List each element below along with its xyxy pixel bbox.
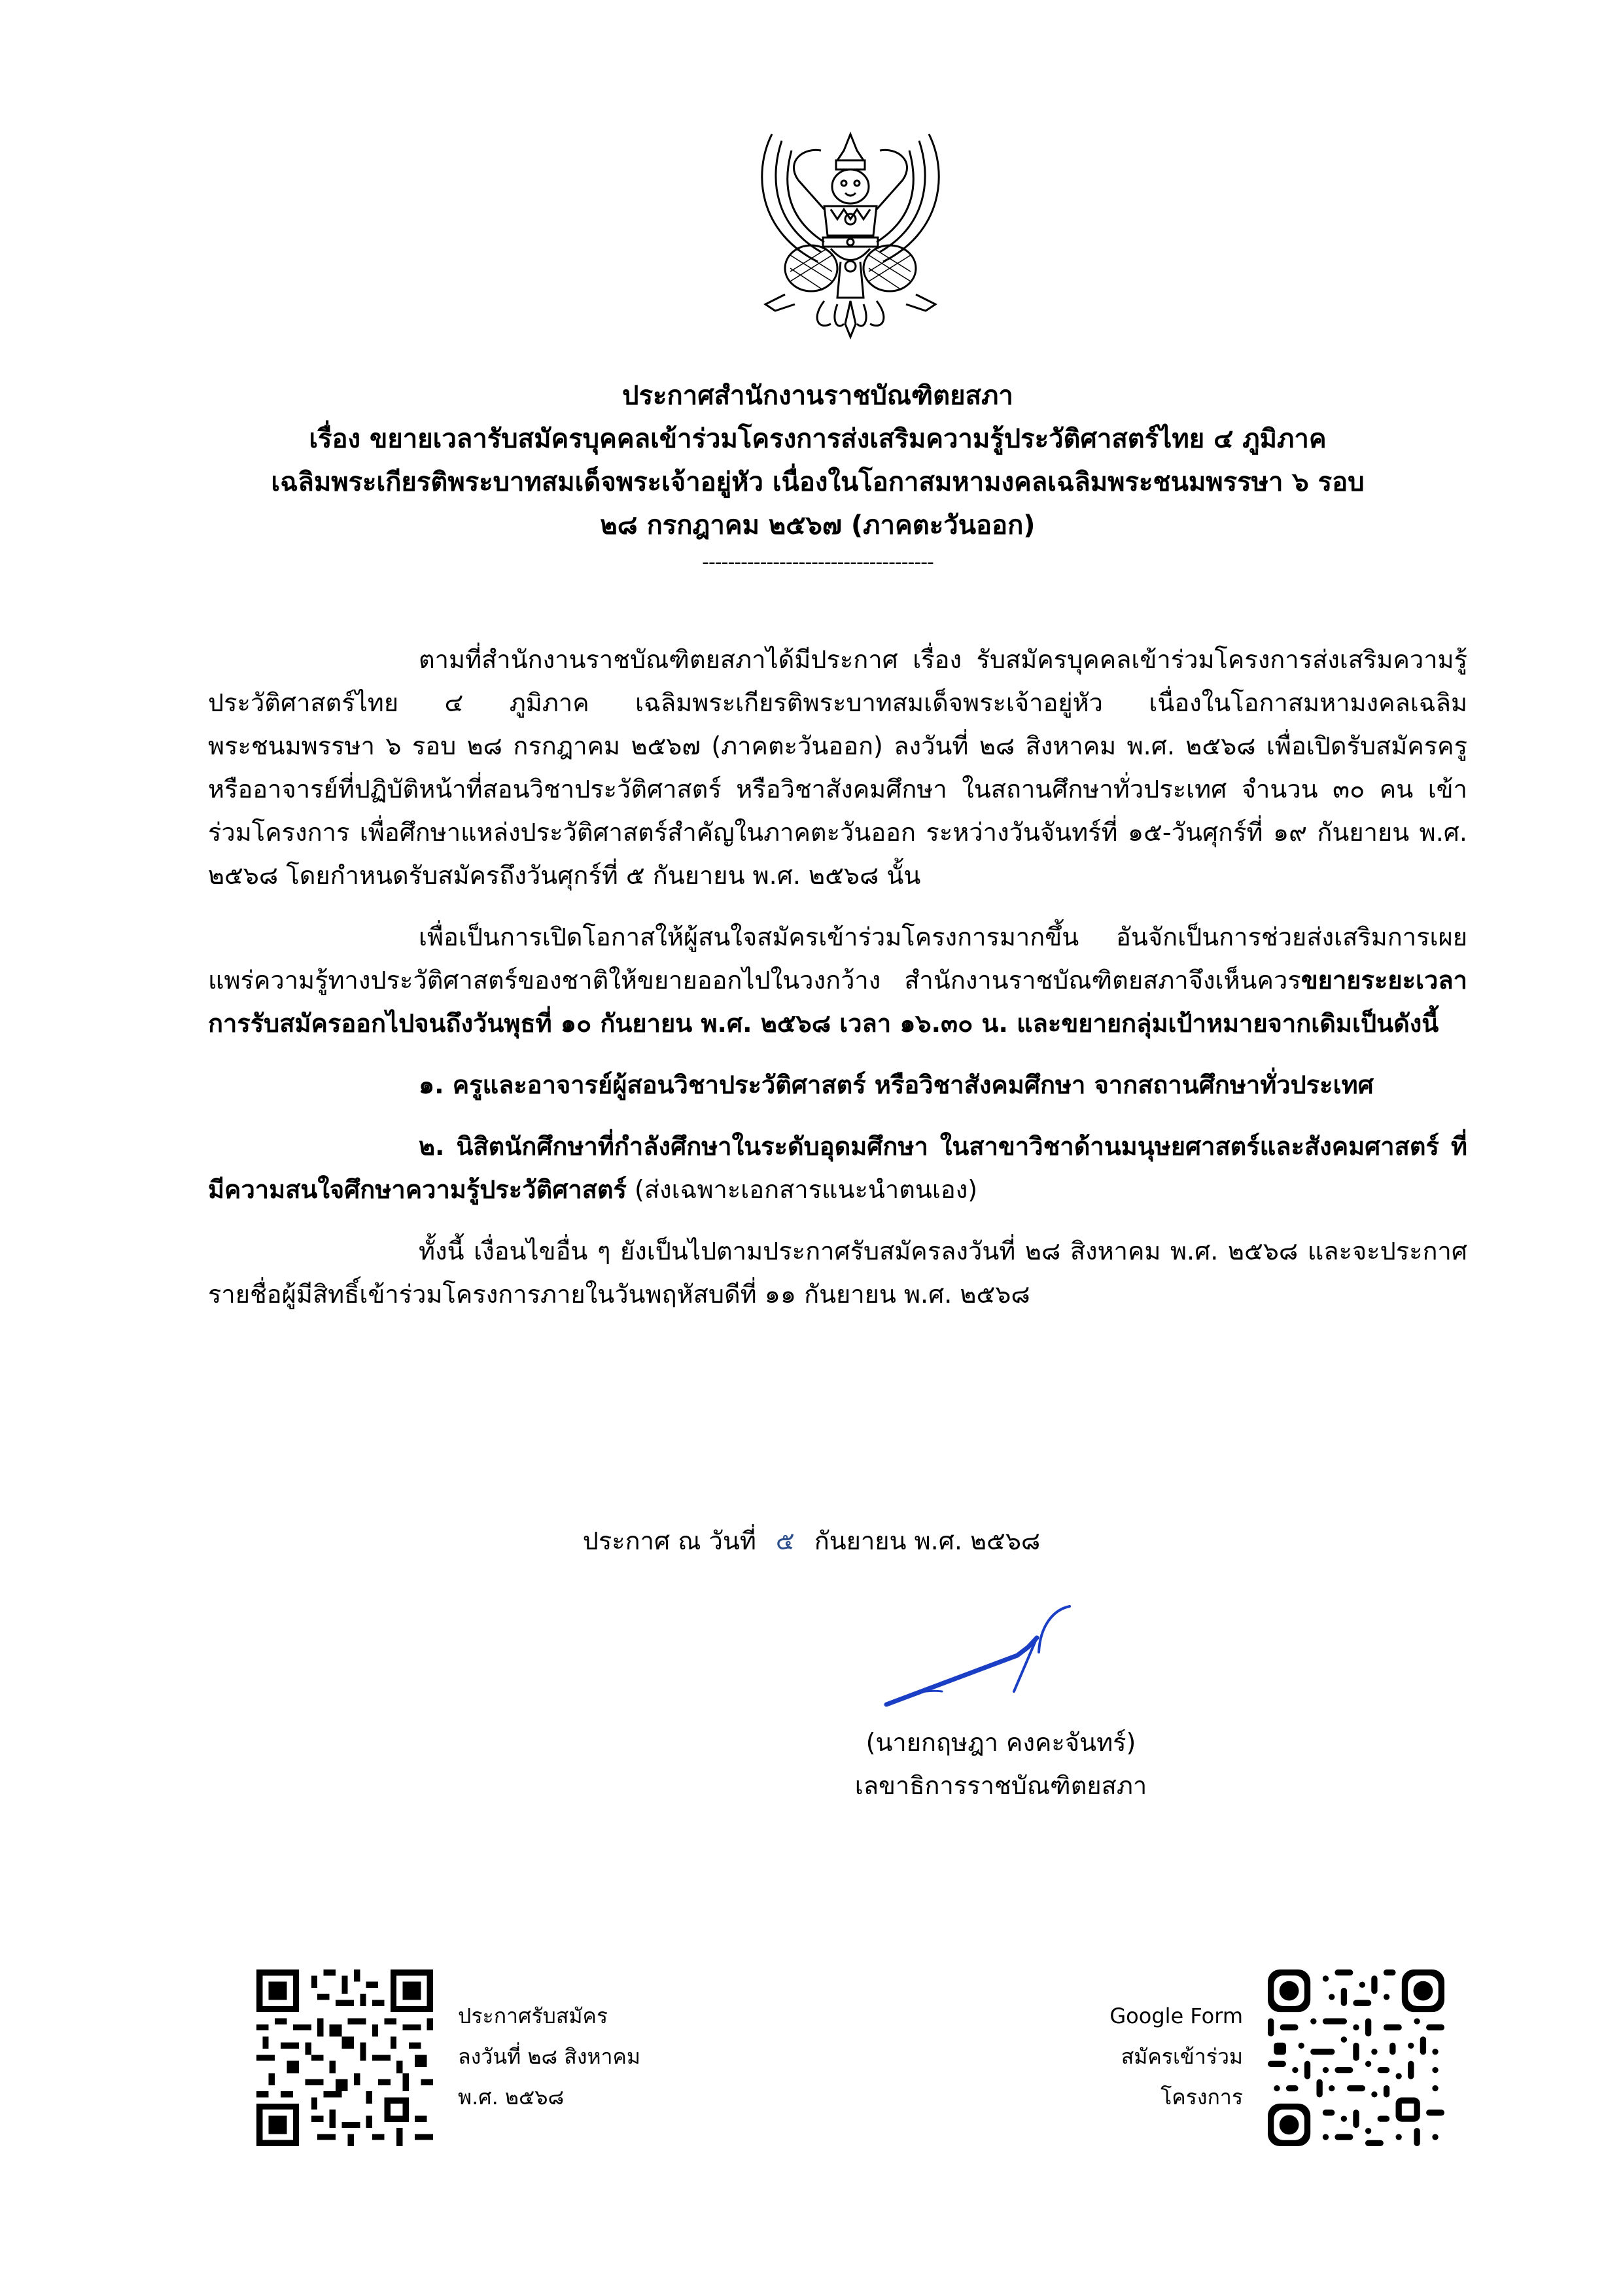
paragraph-background: ตามที่สำนักงานราชบัณฑิตยสภาได้มีประกาศ เรื่อง รับสมัครบุคคลเข้าร่วมโครงการส่งเสริมความรู้ประวัติศาสตร์ไทย ๔ ภูมิภาค เฉลิมพระเกียรติพระบาทสมเด็จพระเจ้าอยู่หัว เนื่องในโอกาสมหามงคลเฉลิมพระชนมพรรษา ๖ รอบ ๒๘ กรกฎาคม ๒๕๖๗ (ภาคตะวันออก) ลงวันที่ ๒๘ สิงหาคม พ.ศ. ๒๕๖๘ เพื่อเปิดรับสมัครครูหรืออาจารย์ที่ปฏิบัติหน้าที่สอนวิชาประวัติศาสตร์ หรือวิชาสังคมศึกษา ในสถานศึกษาทั่วประเทศ จำนวน ๓๐ คน เข้าร่วมโครงการ เพื่อศึกษาแหล่งประวัติศาสตร์สำคัญในภาคตะวันออก ระหว่างวันจันทร์ที่ ๑๕-วันศุกร์ที่ ๑๙ กันยายน พ.ศ. ๒๕๖๘ โดยกำหนดรับสมัครถึงวันศุกร์ที่ ๕ กันยายน พ.ศ. ๒๕๖๘ นั้น bbox=[208, 645, 1467, 890]
paragraph-conditions: ทั้งนี้ เงื่อนไขอื่น ๆ ยังเป็นไปตามประกาศรับสมัครลงวันที่ ๒๘ สิงหาคม พ.ศ. ๒๕๖๘ และจะประกาศรายชื่อผู้มีสิทธิ์เข้าร่วมโครงการภายในวันพฤหัสบดีที่ ๑๑ กันยายน พ.ศ. ๒๕๖๘ bbox=[208, 1237, 1467, 1309]
signer-name: (นายกฤษฎา คงคะจันทร์) bbox=[865, 1728, 1136, 1757]
signer-block bbox=[837, 1721, 1164, 1807]
announcement-title: ประกาศสำนักงานราชบัณฑิตยสภา bbox=[622, 381, 1013, 411]
qr-caption-announcement bbox=[458, 1996, 640, 2117]
qr-caption-line: ประกาศรับสมัคร bbox=[458, 2004, 608, 2028]
announcement-date bbox=[0, 1519, 1623, 1563]
extension-intro: เพื่อเป็นการเปิดโอกาสให้ผู้สนใจสมัครเข้าร่วมโครงการมากขึ้น อันจักเป็นการช่วยส่งเสริมการเผยแพร่ความรู้ทางประวัติศาสตร์ของชาติให้ขยายออกไปในวงกว้าง สำนักงานราชบัณฑิตยสภาจึงเห็นควร bbox=[208, 923, 1467, 995]
qr-code-google-form[interactable] bbox=[1268, 1969, 1444, 2146]
qr-caption-line: โครงการ bbox=[1161, 2085, 1243, 2110]
date-prefix: ประกาศ ณ วันที่ bbox=[582, 1527, 756, 1555]
qr-caption-line: Google Form bbox=[1109, 2004, 1243, 2028]
target-group-1: ๑. ครูและอาจารย์ผู้สอนวิชาประวัติศาสตร์ หรือวิชาสังคมศึกษา จากสถานศึกษาทั่วประเทศ bbox=[419, 1070, 1374, 1099]
garuda-emblem-icon bbox=[746, 121, 955, 344]
target-group-2 bbox=[208, 1125, 1467, 1211]
qr-caption-line: ลงวันที่ ๒๘ สิงหาคม bbox=[458, 2044, 641, 2069]
qr-caption-google-form bbox=[1007, 1996, 1243, 2117]
announcement-subject-line3: ๒๘ กรกฎาคม ๒๕๖๗ (ภาคตะวันออก) bbox=[600, 510, 1036, 540]
date-suffix: กันยายน พ.ศ. ๒๕๖๘ bbox=[814, 1527, 1041, 1555]
signer-position: เลขาธิการราชบัณฑิตยสภา bbox=[854, 1771, 1147, 1800]
paragraph-extension bbox=[208, 915, 1467, 1045]
qr-code-announcement[interactable] bbox=[256, 1969, 433, 2146]
header-divider: ------------------------------------ bbox=[702, 551, 934, 574]
qr-caption-line: สมัครเข้าร่วม bbox=[1121, 2044, 1243, 2069]
announcement-subject-line2: เฉลิมพระเกียรติพระบาทสมเด็จพระเจ้าอยู่หัว เนื่องในโอกาสมหามงคลเฉลิมพระชนมพรรษา ๖ รอบ bbox=[271, 467, 1365, 497]
qr-caption-line: พ.ศ. ๒๕๖๘ bbox=[458, 2085, 565, 2110]
target-group-2-text: ๒. นิสิตนักศึกษาที่กำลังศึกษาในระดับอุดมศึกษา ในสาขาวิชาด้านมนุษยศาสตร์และสังคมศาสตร์ ที่มีความสนใจศึกษาความรู้ประวัติศาสตร์ bbox=[208, 1132, 1467, 1204]
date-day: ๕ bbox=[775, 1527, 795, 1555]
extension-deadline: ขยายระยะเวลาการรับสมัครออกไปจนถึงวันพุธที่ ๑๐ กันยายน พ.ศ. ๒๕๖๘ เวลา ๑๖.๓๐ น. และขยายกลุ่มเป้าหมายจากเดิมเป็นดังนี้ bbox=[208, 966, 1467, 1038]
signature-icon bbox=[857, 1600, 1151, 1718]
announcement-body bbox=[208, 638, 1467, 1316]
announcement-header bbox=[196, 374, 1439, 576]
announcement-subject: เรื่อง ขยายเวลารับสมัครบุคคลเข้าร่วมโครงการส่งเสริมความรู้ประวัติศาสตร์ไทย ๔ ภูมิภาค bbox=[309, 424, 1327, 454]
target-group-2-note: (ส่งเฉพาะเอกสารแนะนำตนเอง) bbox=[626, 1175, 978, 1204]
